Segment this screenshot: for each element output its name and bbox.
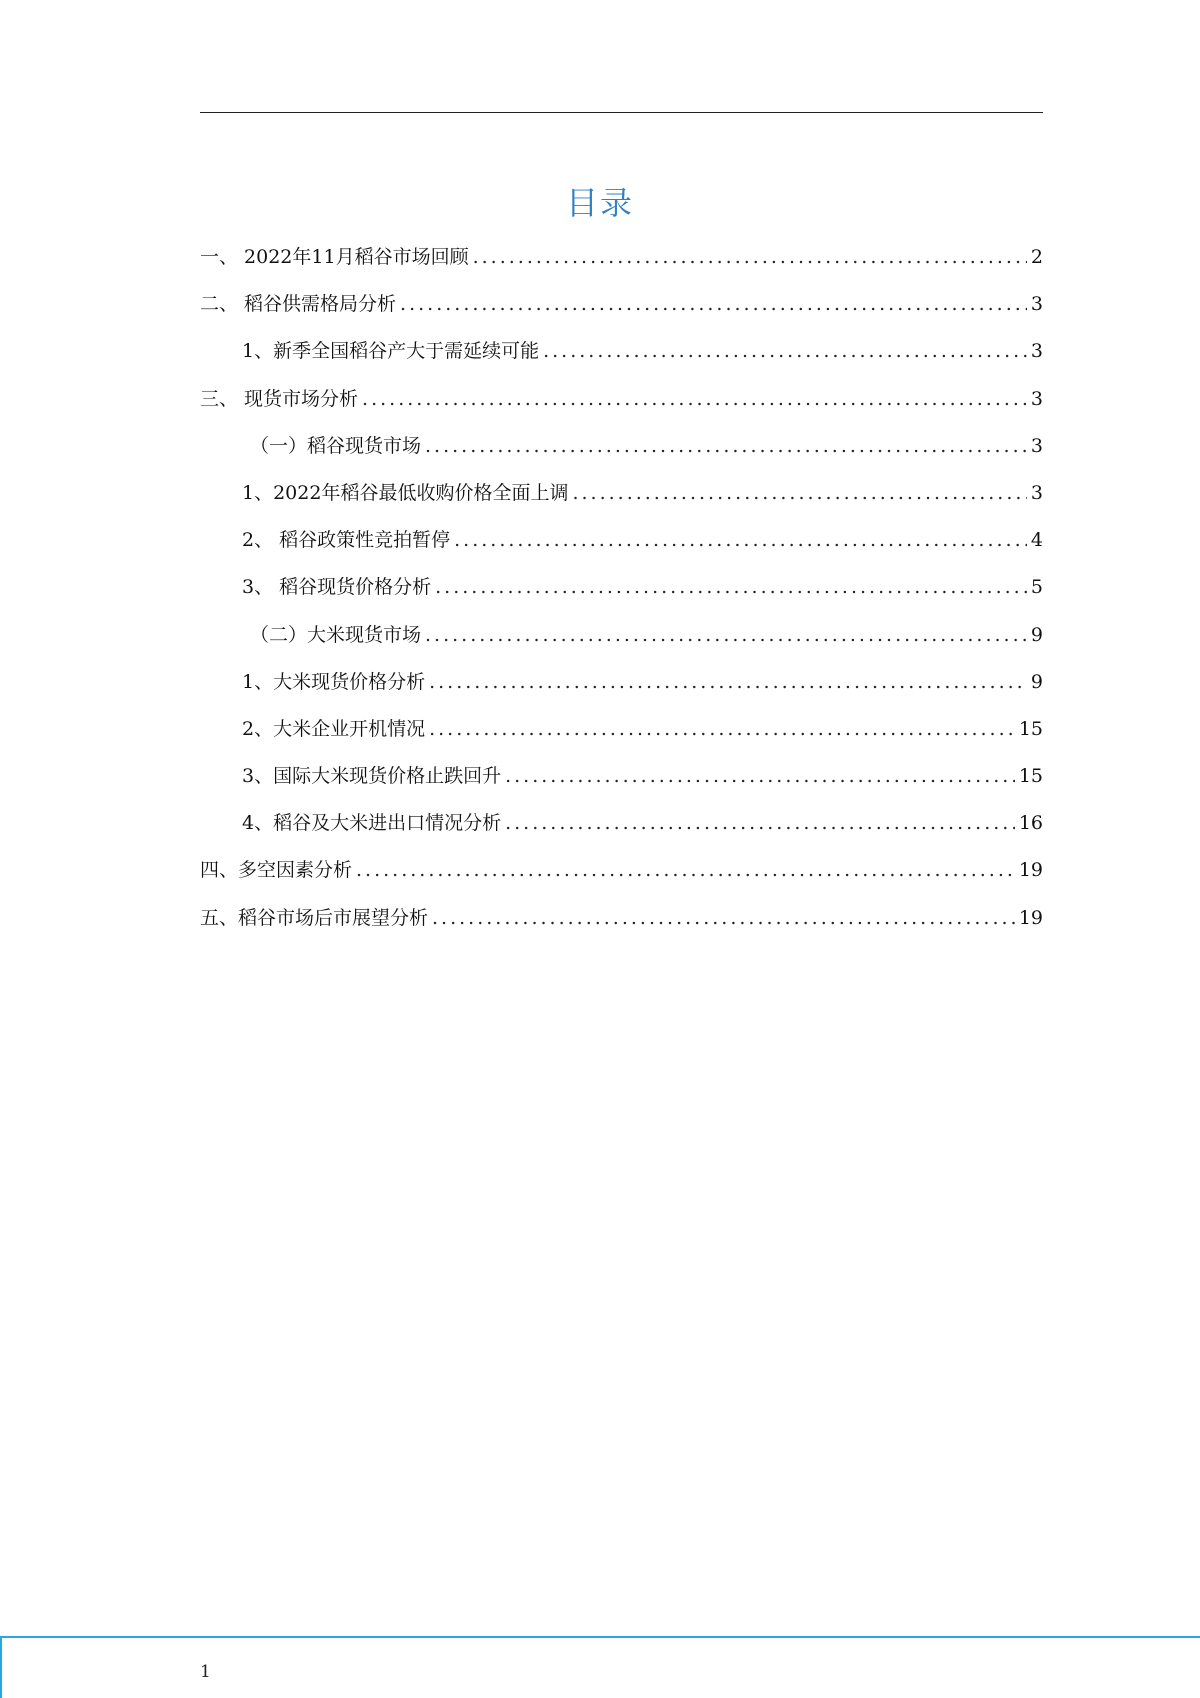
dot-leader	[429, 665, 1027, 699]
dot-leader	[425, 618, 1027, 652]
toc-entry[interactable]	[200, 806, 1043, 853]
toc-entry-title: 4、稻谷及大米进出口情况分析	[242, 812, 502, 835]
toc-entry-title: 3、国际大米现货价格止跌回升	[242, 765, 502, 788]
toc-entry-page: 3	[1030, 340, 1043, 363]
dot-leader	[505, 759, 1015, 793]
dot-leader	[473, 240, 1027, 274]
toc-entry[interactable]	[200, 618, 1043, 665]
toc-entry-title: （二）大米现货市场	[250, 623, 422, 646]
toc-entry-title: （一）稻谷现货市场	[250, 434, 422, 457]
toc-entry[interactable]	[200, 759, 1043, 806]
dot-leader	[425, 429, 1027, 463]
toc-entry-page: 16	[1018, 812, 1043, 835]
toc-entry-page: 2	[1030, 246, 1043, 268]
toc-entry-title: 一、 2022年11月稻谷市场回顾	[200, 246, 469, 268]
table-of-contents	[200, 240, 1043, 948]
dot-leader	[400, 287, 1027, 321]
dot-leader	[543, 334, 1027, 368]
toc-entry[interactable]	[200, 240, 1043, 287]
toc-entry-page: 4	[1030, 529, 1043, 552]
toc-entry-title: 四、多空因素分析	[200, 859, 353, 882]
toc-entry-title: 2、 稻谷政策性竞拍暂停	[242, 529, 451, 552]
dot-leader	[356, 853, 1015, 887]
footer-rule-corner	[0, 1636, 2, 1698]
toc-entry-page: 9	[1030, 623, 1043, 646]
toc-entry[interactable]	[200, 334, 1043, 381]
toc-entry-page: 15	[1018, 717, 1043, 740]
page-number: 1	[200, 1662, 211, 1682]
dot-leader	[572, 476, 1026, 510]
toc-entry-page: 3	[1030, 293, 1043, 316]
toc-entry[interactable]	[200, 712, 1043, 759]
toc-entry-page: 5	[1030, 576, 1043, 599]
toc-entry[interactable]	[200, 570, 1043, 617]
toc-entry-page: 19	[1018, 859, 1043, 882]
header-rule	[200, 112, 1043, 113]
dot-leader	[429, 712, 1015, 746]
toc-entry[interactable]	[200, 853, 1043, 900]
toc-entry[interactable]	[200, 429, 1043, 476]
toc-entry-page: 15	[1018, 765, 1043, 788]
toc-entry[interactable]	[200, 287, 1043, 334]
toc-entry[interactable]	[200, 476, 1043, 523]
dot-leader	[454, 523, 1027, 557]
toc-entry-title: 五、稻谷市场后市展望分析	[200, 906, 429, 929]
toc-entry-page: 3	[1030, 387, 1043, 410]
footer-rule	[0, 1636, 1200, 1638]
toc-entry[interactable]	[200, 901, 1043, 948]
dot-leader	[432, 901, 1015, 935]
toc-entry[interactable]	[200, 523, 1043, 570]
dot-leader	[362, 382, 1027, 416]
toc-entry-page: 9	[1030, 670, 1043, 693]
toc-entry-title: 2、大米企业开机情况	[242, 717, 426, 740]
toc-entry[interactable]	[200, 382, 1043, 429]
dot-leader	[505, 806, 1015, 840]
toc-entry-page: 3	[1030, 481, 1043, 504]
toc-entry-title: 二、 稻谷供需格局分析	[200, 293, 397, 316]
toc-entry-title: 1、新季全国稻谷产大于需延续可能	[242, 340, 540, 363]
toc-entry-title: 1、2022年稻谷最低收购价格全面上调	[242, 481, 569, 504]
toc-entry-title: 三、 现货市场分析	[200, 387, 359, 410]
toc-title: 目录	[565, 184, 634, 222]
dot-leader	[435, 570, 1027, 604]
toc-entry-title: 1、大米现货价格分析	[242, 670, 426, 693]
toc-entry-page: 19	[1018, 906, 1043, 929]
toc-entry-title: 3、 稻谷现货价格分析	[242, 576, 432, 599]
toc-entry-page: 3	[1030, 434, 1043, 457]
toc-entry[interactable]	[200, 665, 1043, 712]
